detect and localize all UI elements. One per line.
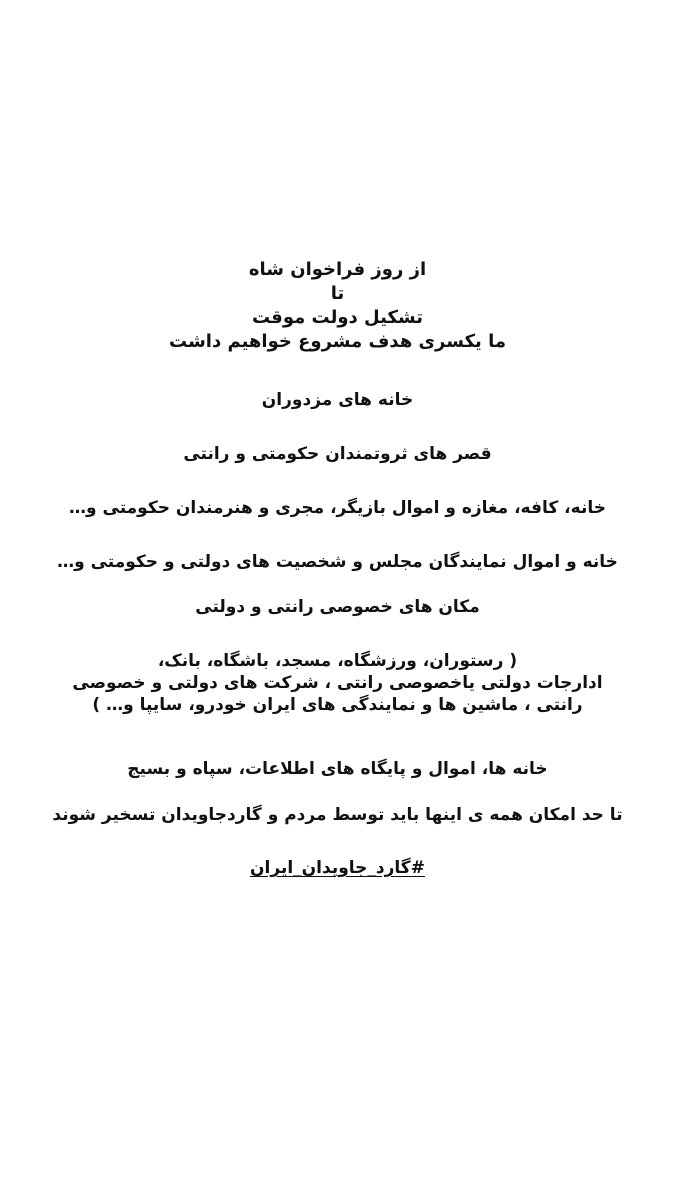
target-officials-property: خانه و اموال نمایندگان مجلس و شخصیت های دولتی و حکومتی و… [57, 552, 618, 572]
target-security-bases: خانه ها، اموال و پایگاه های اطلاعات، سپاه و بسیج [127, 759, 548, 779]
examples-line: ( رستوران، ورزشگاه، مسجد، باشگاه، بانک، [157, 651, 518, 671]
target-celebrity-property: خانه، کافه، مغازه و اموال بازیگر، مجری و هنرمندان حکومتی و… [69, 498, 606, 518]
examples-line: ادارجات دولتی یاخصوصی رانتی ، شرکت های دولتی و خصوصی [72, 673, 603, 693]
examples-line: رانتی ، ماشین ها و نمایندگی های ایران خودرو، سایپا و… ) [92, 695, 583, 715]
hashtag-link[interactable]: #گارد_جاویدان_ایران [250, 858, 425, 878]
examples-block [0, 650, 675, 716]
target-private-places: مکان های خصوصی رانتی و دولتی [195, 597, 480, 617]
intro-block [0, 258, 675, 354]
intro-line: تا [330, 283, 345, 304]
intro-line: تشکیل دولت موقت [252, 307, 423, 328]
conclusion-line: تا حد امکان همه ی اینها باید توسط مردم و گاردجاویدان تسخیر شوند [52, 805, 623, 825]
target-mercenary-homes: خانه های مزدوران [261, 390, 414, 410]
intro-line: از روز فراخوان شاه [248, 259, 427, 280]
target-palaces: قصر های ثروتمندان حکومتی و رانتی [183, 444, 492, 464]
intro-line: ما یکسری هدف مشروع خواهیم داشت [169, 331, 506, 352]
